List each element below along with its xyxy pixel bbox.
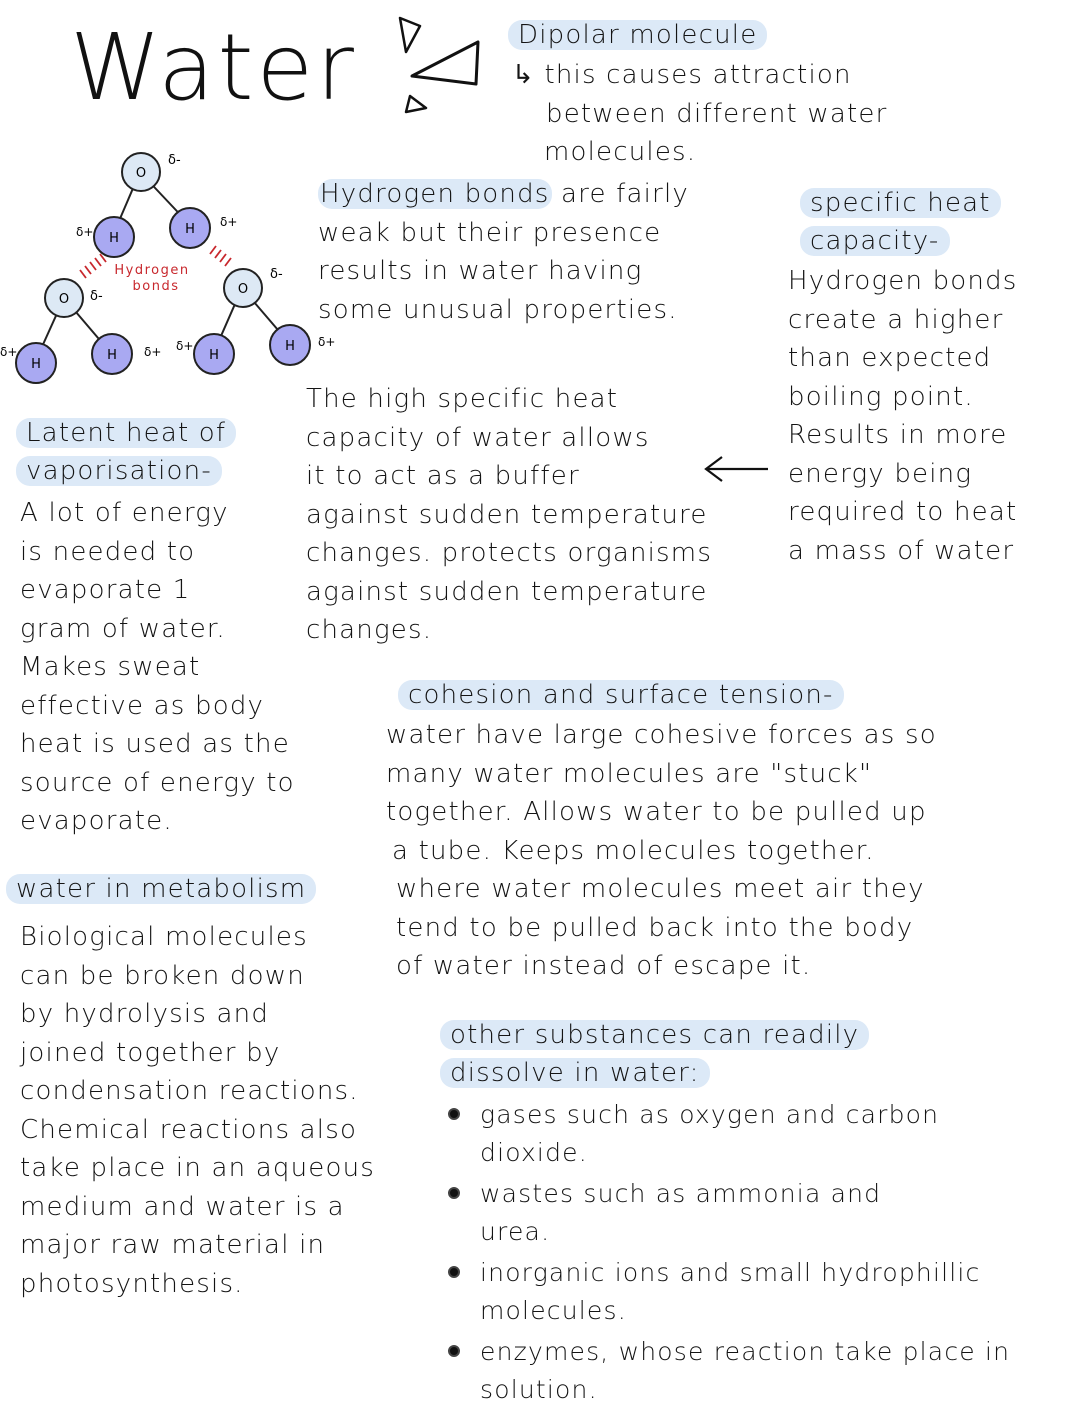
dipolar-heading: Dipolar molecule [508, 16, 767, 54]
svg-text:H: H [285, 339, 295, 354]
hydrogen-atom [194, 334, 234, 374]
latent-heat-text: A lot of energy is needed to evaporate 1 gram of water. Makes sweat effective as body heat is used as the source of energy to evaporate. [20, 498, 295, 836]
hydrogen-atom [94, 217, 134, 257]
list-item: gases such as oxygen and carbon dioxide. [444, 1096, 1010, 1171]
dissolve-heading: other substances can readily dissolve in water: [440, 1016, 869, 1092]
metabolism-text: Biological molecules can be broken down by hydrolysis and joined together by condensation reactions. Chemical reactions also take place in an aqueous medium and water is a major raw material in photosynthesis. [20, 922, 376, 1299]
svg-text:O: O [58, 292, 70, 307]
dissolve-list [444, 1096, 1010, 1412]
list-item: inorganic ions and small hydrophillic molecules. [444, 1254, 1010, 1329]
delta-plus-label: δ+ [0, 345, 18, 359]
hydrogen-bonds-text: Hydrogen bonds are fairly weak but their presence results in water having some unusual properties. [318, 179, 689, 325]
oxygen-atom-right [224, 269, 262, 307]
svg-text:H: H [31, 357, 41, 372]
list-item: enzymes, whose reaction take place in solution. [444, 1333, 1010, 1408]
bond-label-line2: bonds [132, 279, 180, 294]
delta-plus-label: δ+ [144, 345, 162, 359]
svg-text:H: H [107, 348, 117, 363]
svg-text:H: H [185, 222, 195, 237]
delta-minus-label: δ- [168, 153, 181, 168]
specific-heat-text: Hydrogen bonds create a higher than expected boiling point. Results in more energy being required to heat a mass of water [788, 266, 1018, 566]
hydrogen-bond-diagram [0, 140, 360, 390]
svg-text:O: O [135, 166, 147, 181]
svg-text:O: O [237, 282, 249, 297]
page-title: Water [70, 14, 357, 121]
cohesion-heading: cohesion and surface tension- [398, 676, 844, 714]
bond-label-line1: Hydrogen [114, 263, 190, 278]
delta-plus-label: δ+ [176, 339, 194, 353]
buffer-text: The high specific heat capacity of water allows it to act as a buffer against sudden temperature changes. protects organisms against sudden temperature changes. [306, 384, 713, 645]
hydrogen-atom [16, 343, 56, 383]
hydrogen-atom [170, 208, 210, 248]
svg-text:H: H [109, 231, 119, 246]
cohesion-text: water have large cohesive forces as so many water molecules are "stuck" together. Allows water to be pulled up a tube. Keeps molecules together. where water molecules meet air they tend to be pulled back into the body of water instead of escape it. [386, 720, 937, 981]
oxygen-atom-left [45, 279, 83, 317]
delta-plus-label: δ+ [318, 335, 336, 349]
dipolar-text: ↳ this causes attraction between different water molecules. [512, 60, 888, 167]
hydrogen-atom [270, 325, 310, 365]
dipole-doodle-icon [392, 12, 492, 122]
delta-minus-label: δ- [90, 289, 103, 304]
metabolism-heading: water in metabolism [6, 870, 316, 908]
oxygen-atom-top [122, 153, 160, 191]
svg-text:H: H [209, 348, 219, 363]
specific-heat-heading: specific heat capacity- [800, 184, 1001, 260]
hydrogen-atom [92, 334, 132, 374]
list-item: wastes such as ammonia and urea. [444, 1175, 1010, 1250]
latent-heat-heading: Latent heat of vaporisation- [16, 414, 236, 490]
delta-plus-label: δ+ [76, 225, 94, 239]
delta-minus-label: δ- [270, 267, 283, 282]
delta-plus-label: δ+ [220, 215, 238, 229]
